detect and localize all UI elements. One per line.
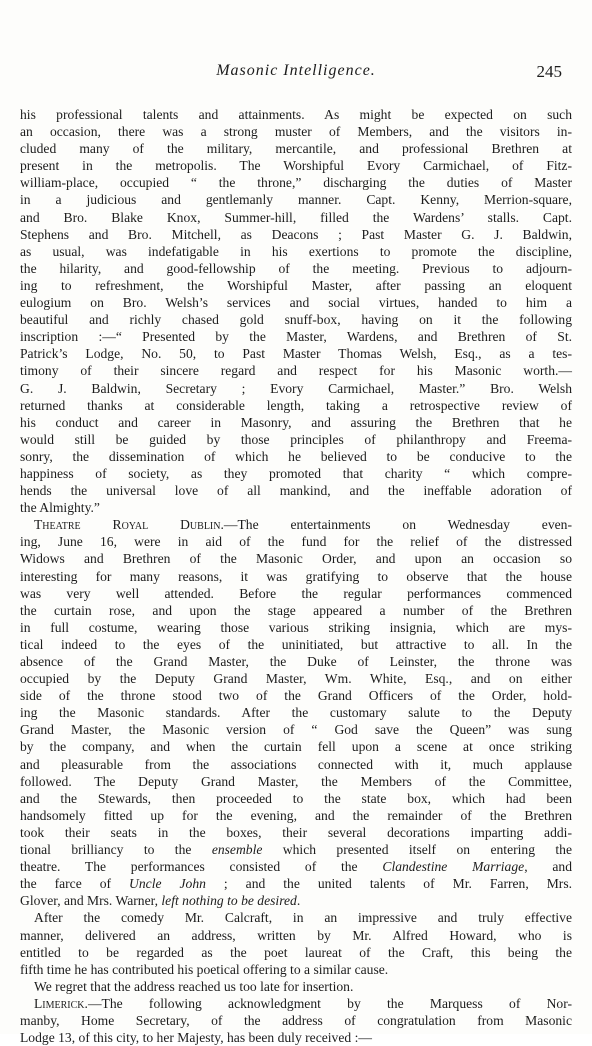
line-text: in a judicious and gentlemanly manner. Capt. Kenny, Merrion-square, [20,192,572,208]
line-text: ing, June 16, were in aid of the fund for the relief of the distressed [20,534,572,550]
line-text: the curtain rose, and upon the stage appeared a number of the Brethren [20,602,572,618]
italic-text: Clandestine Marriage [382,859,525,875]
text-line [20,602,572,619]
line-text: tical indeed to the eyes of the uninitiated, but attractive to all. In the [20,636,572,652]
line-text: an occasion, there was a strong muster of Members, and the visitors in- [20,124,572,140]
line-text: his professional talents and attainments. As might be expected on such [20,107,572,122]
section-heading: Limerick. [34,995,88,1011]
line-text: ing the Masonic standards. After the customary salute to the Deputy [20,705,572,721]
article-body [20,106,572,1046]
line-text: After the comedy Mr. Calcraft, in an impressive and truly effective [34,910,572,926]
line-text: which presented itself on entering the [262,842,572,858]
text-line [20,499,572,516]
line-text: as usual, was indefatigable in his exertions to promote the discipline, [20,243,572,259]
line-text: Widows and Brethren of the Masonic Order, and upon an occasion so [20,551,572,567]
line-text: Lodge 13, of this city, to her Majesty, has been duly received :— [20,1030,372,1046]
text-line [20,944,572,961]
section-heading: Theatre Royal Dublin. [34,517,224,533]
text-line [20,961,572,978]
text-line [20,533,572,550]
line-text: manby, Home Secretary, of the address of congratulation from Masonic [20,1012,572,1028]
line-text: william-place, occupied “ the throne,” discharging the duties of Master [20,175,572,191]
line-text: the farce of [20,876,130,892]
line-text: Grand Master, the Masonic version of “ God save the Queen” was sung [20,722,572,738]
text-line [20,756,572,773]
text-line [20,448,572,465]
text-line [20,858,572,875]
line-text: inscription :—“ Presented by the Master, Wardens, and Brethren of St. [20,329,572,345]
text-line [20,140,572,157]
text-line [20,687,572,704]
line-text: beautiful and richly chased gold snuff-box, having on it the following [20,312,572,328]
line-text: absence of the Grand Master, the Duke of Leinster, the throne was [20,654,572,669]
text-line [20,1012,572,1029]
text-line [20,294,572,311]
italic-text: ensemble [211,842,263,858]
italic-text: Uncle John [129,876,206,892]
line-text: tional brilliancy to the [20,842,212,858]
text-line [20,568,572,585]
line-text: eulogium on Bro. Welsh’s services and social virtues, handed to him a [20,295,572,311]
text-line [20,841,572,858]
text-line [20,362,572,379]
text-line [20,738,572,755]
text-line [20,1029,572,1046]
line-text: returned thanks at considerable length, taking a retrospective review of [20,397,572,413]
line-text: We regret that the address reached us too late for insertion. [34,978,354,994]
line-text: fifth time he has contributed his poetical offering to a similar cause. [20,961,389,977]
line-text: —The following acknowledgment by the Marquess of Nor- [87,995,572,1011]
line-text: theatre. The performances consisted of the [20,859,383,875]
text-line [20,209,572,226]
text-line [20,704,572,721]
text-line [20,927,572,944]
text-line [20,824,572,841]
text-line [20,123,572,140]
line-text: interesting for many reasons, it was gratifying to observe that the house [20,568,572,584]
line-text: Glover, and Mrs. Warner, [20,893,162,909]
text-line [20,191,572,208]
line-text: in full costume, wearing those various striking insignia, which are mys- [20,619,572,635]
text-line [20,174,572,191]
text-line [20,978,572,995]
line-text: by the company, and when the curtain fell upon a scene at once striking [20,739,572,755]
line-text: entitled to be regarded as the poet laureat of the Craft, this being the [20,944,572,960]
running-title: Masonic Intelligence. [216,62,376,79]
text-line [20,345,572,362]
page-number: 245 [536,62,562,81]
line-text: and pleasurable from the associations connected with it, much applause [20,756,572,772]
line-text: ing to refreshment, the Worshipful Master, after passing an eloquent [20,277,572,293]
line-text: was very well attended. Before the regular performances commenced [20,585,572,601]
line-text: took their seats in the boxes, their several decorations imparting addi- [20,824,572,840]
text-line [20,328,572,345]
text-line [20,516,572,533]
line-text: Stephens and Bro. Mitchell, as Deacons ; Past Master G. J. Baldwin, [20,226,572,242]
text-line [20,397,572,414]
line-text: handsomely fitted up for the evening, and the remainder of the Brethren [20,807,572,823]
line-text: would still be guided by those principles of philanthropy and Freema- [20,431,572,447]
text-line [20,790,572,807]
line-text: occupied by the Deputy Grand Master, Wm. White, Esq., and on either [20,671,572,687]
line-text: G. J. Baldwin, Secretary ; Evory Carmichael, Master.” Bro. Welsh [20,380,572,396]
line-text: . [296,893,301,909]
line-text: hends the universal love of all mankind, and the ineffable adoration of [20,483,572,499]
line-text: manner, delivered an address, written by Mr. Alfred Howard, who is [20,927,572,943]
text-line [20,260,572,277]
line-text: the hilarity, and good-fellowship of the meeting. Previous to adjourn- [20,260,572,276]
line-text: and the Stewards, then proceeded to the state box, which had been [20,790,572,806]
line-text: Patrick’s Lodge, No. 50, to Past Master Thomas Welsh, Esq., as a tes- [20,346,572,362]
text-line [20,243,572,260]
text-line [20,773,572,790]
line-text: ; and the united talents of Mr. Farren, Mrs. [205,876,573,892]
text-line [20,431,572,448]
line-text: timony of their sincere regard and respect for his Masonic worth.— [20,363,572,379]
text-line [20,414,572,431]
line-text: sonry, the dissemination of which he believed to be conducive to the [20,448,572,464]
line-text: present in the metropolis. The Worshipful Evory Carmichael, of Fitz- [20,158,572,174]
line-text: , and [524,859,572,875]
line-text: his conduct and career in Masonry, and assuring the Brethren that he [20,414,572,430]
line-text: happiness of society, as they promoted that charity “ which compre- [20,465,572,481]
text-line [20,585,572,602]
text-line [20,380,572,397]
text-line [20,311,572,328]
text-line [20,995,572,1012]
text-line [20,653,572,670]
text-line [20,721,572,738]
text-line [20,619,572,636]
line-text: and Bro. Blake Knox, Summer-hill, filled the Wardens’ stalls. Capt. [20,209,572,225]
line-text: cluded many of the military, mercantile, and professional Brethren at [20,141,572,157]
text-line [20,550,572,567]
line-text: the Almighty.” [20,500,100,516]
text-line [20,482,572,499]
text-line [20,909,572,926]
text-line [20,670,572,687]
text-line [20,157,572,174]
text-line [20,226,572,243]
text-line [20,465,572,482]
text-line [20,277,572,294]
line-text: —The entertainments on Wednesday even- [223,517,572,533]
text-line [20,106,572,123]
text-line [20,636,572,653]
line-text: side of the throne stood two of the Grand Officers of the Order, hold- [20,688,572,704]
text-line [20,807,572,824]
text-line [20,875,572,892]
text-line [20,892,572,909]
running-head [20,56,572,90]
italic-text: left nothing to be desired [161,893,297,909]
line-text: followed. The Deputy Grand Master, the Members of the Committee, [20,773,572,789]
